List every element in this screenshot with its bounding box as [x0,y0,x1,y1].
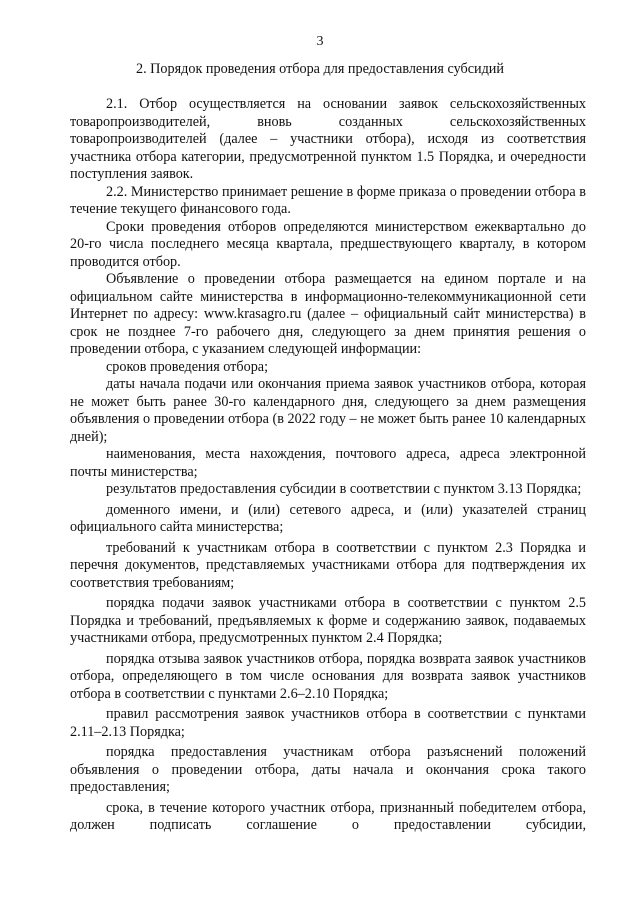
list-item-application-procedure: порядка подачи заявок участниками отбора в соответствии с пунктом 2.5 Порядка и требований, предъявляемых к форме и содержанию заявок, подаваемых участниками отбора, предусмотренных пунктом 2.4 Порядка; [70,595,586,646]
page-number: 3 [316,34,324,49]
list-item-deadlines: сроков проведения отбора; [106,358,269,375]
list-item-submission-dates: даты начала подачи или окончания приема заявок участников отбора, которая не может быть ранее 30-го календарного дня, следующего за днем размещения объявления о проведении отбора (в 2022 году – не может быть ранее 10 календарных дней); [70,376,586,445]
document-body [70,96,586,835]
paragraph-announcement: Объявление о проведении отбора размещается на едином портале и на официальном сайте министерства в информационно-телекоммуникационной сети Интернет по адресу: www.krasagro.ru (далее – официальный сайт министерства) в срок не позднее 7-го рабочего дня, следующего за днем принятия решения о проведении отбора, с указанием следующей информации: [70,271,586,357]
paragraph-selection-terms: Сроки проведения отборов определяются министерством ежеквартально до 20-го числа последнего месяца квартала, предшествующего кварталу, в котором проводится отбор. [70,218,586,270]
list-item-ministry-contacts: наименования, места нахождения, почтового адреса, адреса электронной почты министерства; [70,446,586,480]
list-item-domain-name: доменного имени, и (или) сетевого адреса, и (или) указателей страниц официального сайта министерства; [70,501,586,535]
paragraph-2-1: 2.1. Отбор осуществляется на основании заявок сельскохозяйственных товаропроизводителей, вновь созданных сельскохозяйственных товаропроизводителей (далее – участники отбора), исходя из соответствия участника отбора категории, предусмотренной пунктом 1.5 Порядка, и очередности поступления заявок. [70,96,586,182]
paragraph-2-2: 2.2. Министерство принимает решение в форме приказа о проведении отбора в течение текущего финансового года. [70,183,586,217]
list-item-subsidy-results: результатов предоставления субсидии в соответствии с пунктом 3.13 Порядка; [106,481,582,497]
section-heading: 2. Порядок проведения отбора для предоставления субсидий [135,61,504,77]
list-item-review-rules: правил рассмотрения заявок участников отбора в соответствии с пунктами 2.11–2.13 Порядка; [70,706,586,740]
list-item-agreement-term: срока, в течение которого участник отбора, признанный победителем отбора, должен подписать соглашение о предоставлении субсидии, [70,799,586,833]
list-item-withdrawal-procedure: порядка отзыва заявок участников отбора, порядка возврата заявок участников отбора, определяющего в том числе основания для возврата заявок участников отбора в соответствии с пунктами 2.6–2.10 Порядка; [70,650,586,702]
list-item-clarifications: порядка предоставления участникам отбора разъяснений положений объявления о проведении отбора, даты начала и окончания срока такого предоставления; [70,744,586,795]
list-item-participant-requirements: требований к участникам отбора в соответствии с пунктом 2.3 Порядка и перечня документов, представляемых участниками отбора для подтверждения их соответствия требованиям; [70,539,586,591]
